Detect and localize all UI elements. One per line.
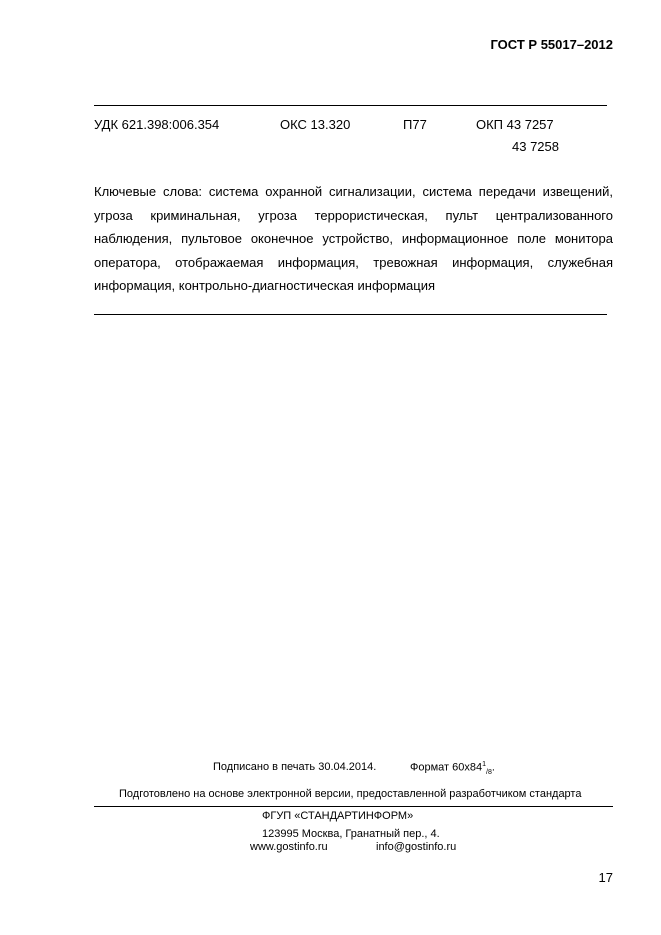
- keywords-line: наблюдения, пультовое оконечное устройство, информационное поле монитора: [94, 231, 613, 246]
- page-number: 17: [598, 870, 613, 885]
- top-rule: [94, 105, 607, 106]
- p-code: П77: [403, 117, 427, 132]
- format-end: .: [491, 761, 495, 774]
- okp-code-2: 43 7258: [512, 139, 559, 154]
- keywords-line: оператора, отображаемая информация, тревожная информация, служебная: [94, 254, 613, 270]
- format-numerator: 1: [482, 761, 487, 768]
- keywords-line: Ключевые слова: система охранной сигнализации, система передачи извещений,: [94, 184, 613, 199]
- udk-code: УДК 621.398:006.354: [94, 117, 220, 132]
- imprint-rule: [94, 806, 613, 807]
- format-denominator: /8: [486, 768, 492, 776]
- signed-for-print: Подписано в печать 30.04.2014.: [213, 761, 377, 773]
- keywords-line: информация, контрольно-диагностическая информация: [94, 278, 436, 293]
- publisher-email[interactable]: info@gostinfo.ru: [376, 841, 457, 853]
- print-format: [410, 761, 495, 776]
- keywords-line: угроза криминальная, угроза террористическая, пульт централизованного: [94, 207, 613, 223]
- okp-code-1: ОКП 43 7257: [476, 117, 554, 132]
- standard-code-header: ГОСТ Р 55017–2012: [490, 37, 613, 52]
- keywords-bottom-rule: [94, 314, 607, 315]
- publisher-address: 123995 Москва, Гранатный пер., 4.: [262, 828, 440, 840]
- oks-code: ОКС 13.320: [280, 117, 351, 132]
- prepared-note: Подготовлено на основе электронной версии, предоставленной разработчиком стандарта: [119, 788, 582, 800]
- keywords-paragraph: [94, 180, 613, 298]
- format-label: Формат 60х84: [410, 761, 483, 774]
- publisher-website[interactable]: www.gostinfo.ru: [250, 841, 328, 853]
- publisher-name: ФГУП «СТАНДАРТИНФОРМ»: [262, 810, 414, 822]
